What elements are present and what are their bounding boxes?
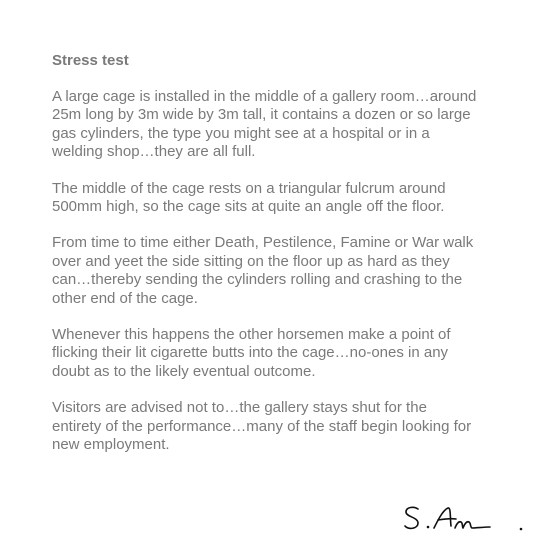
- paragraph-3: From time to time either Death, Pestilence, Famine or War walk over and yeet the side sitting on the floor up as hard as they can…thereby sending the cylinders rolling and crashing to the other end of the cage.: [52, 234, 474, 307]
- paragraph-2: The middle of the cage rests on a triangular fulcrum around 500mm high, so the cage sits at quite an angle off the floor.: [52, 179, 446, 216]
- handwritten-signature: [398, 498, 540, 540]
- document-body: [52, 52, 502, 473]
- paragraph-4: Whenever this happens the other horsemen make a point of flicking their lit cigarette butts into the cage…no-ones in any doubt as to the likely eventual outcome.: [52, 326, 451, 380]
- paragraph-5: Visitors are advised not to…the gallery stays shut for the entirety of the performance…many of the staff begin looking for new employment.: [52, 399, 472, 454]
- paragraph-1: A large cage is installed in the middle of a gallery room…around 25m long by 3m wide by 3m tall, it contains a dozen or so large gas cylinders, the type you might see at a hospital or in a welding shop…they are all full.: [52, 88, 477, 161]
- document-title: Stress test: [52, 52, 129, 69]
